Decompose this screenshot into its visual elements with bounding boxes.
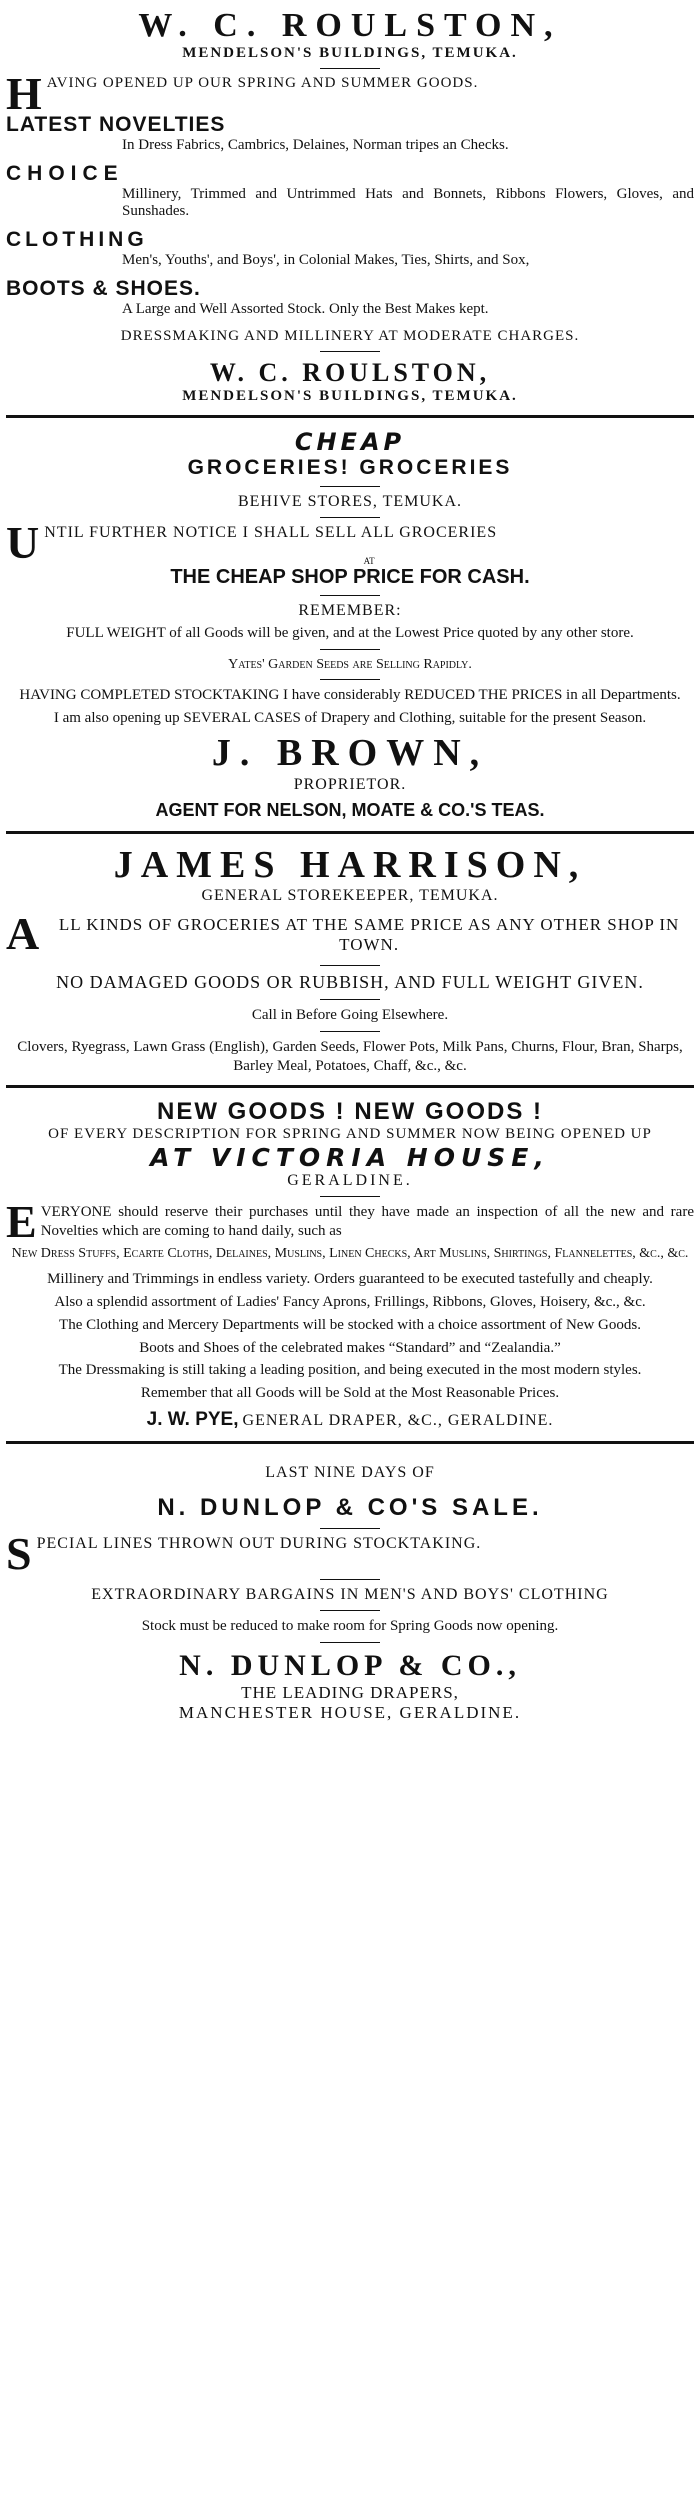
divider — [320, 517, 380, 518]
dunlop-house: MANCHESTER HOUSE, GERALDINE. — [178, 1702, 522, 1722]
pye-victoria-house: AT VICTORIA HOUSE, — [150, 1143, 550, 1173]
divider — [320, 1196, 380, 1197]
roulston-name: W. C. ROULSTON, — [138, 7, 562, 44]
roulston-text-choice: Millinery, Trimmed and Untrimmed Hats and Bonnets, Ribbons Flowers, Gloves, and Sunshades. — [122, 186, 694, 220]
brown-notice: NTIL FURTHER NOTICE I SHALL SELL ALL GROCERIES — [44, 524, 498, 542]
pye-description: OF EVERY DESCRIPTION FOR SPRING AND SUMMER NOW BEING OPENED UP — [48, 1126, 652, 1143]
ad-harrison — [6, 844, 694, 1076]
divider — [320, 1528, 380, 1529]
brown-stocktaking: HAVING COMPLETED STOCKTAKING I have considerably REDUCED THE PRICES in all Departments. — [19, 687, 681, 704]
harrison-name: JAMES HARRISON, — [113, 843, 587, 886]
brown-groceries: GROCERIES! GROCERIES — [187, 456, 513, 480]
harrison-title: GENERAL STOREKEEPER, TEMUKA. — [201, 887, 499, 905]
pye-stuffs: New Dress Stuffs, Ecarte Cloths, Delaines, Muslins, Linen Checks, Art Muslins, Shirtings, Flannelettes, &c., &c. — [11, 1245, 689, 1261]
roulston-text-novelties: In Dress Fabrics, Cambrics, Delaines, Norman tripes an Checks. — [122, 137, 509, 154]
roulston-intro: AVING OPENED UP OUR SPRING AND SUMMER GOODS. — [46, 75, 479, 92]
drop-cap: U — [6, 517, 41, 569]
roulston-dressmaking: DRESSMAKING AND MILLINERY AT MODERATE CHARGES. — [120, 328, 580, 345]
ad-roulston — [6, 0, 694, 405]
brown-opening: I am also opening up SEVERAL CASES of Drapery and Clothing, suitable for the present Season. — [53, 710, 647, 727]
drop-cap: S — [6, 1527, 33, 1579]
divider — [320, 68, 380, 69]
roulston-head-clothing: CLOTHING — [6, 228, 148, 252]
pye-remember: Remember that all Goods will be Sold at the Most Reasonable Prices. — [140, 1385, 560, 1402]
dunlop-sale: N. DUNLOP & CO'S SALE. — [157, 1493, 543, 1521]
roulston-address: MENDELSON'S BUILDINGS, TEMUKA. — [182, 45, 518, 62]
divider — [320, 595, 380, 596]
section-rule — [6, 1441, 694, 1444]
pye-everyone: VERYONE should reserve their purchases until they have made an inspection of all the new and rare Novelties which are coming to hand daily, such as — [40, 1204, 694, 1240]
divider — [320, 351, 380, 352]
pye-boots: Boots and Shoes of the celebrated makes “Standard” and “Zealandia.” — [139, 1339, 561, 1356]
brown-agent: AGENT FOR NELSON, MOATE & CO.'S TEAS. — [155, 799, 545, 820]
drop-cap: A — [6, 908, 41, 960]
harrison-damaged: NO DAMAGED GOODS OR RUBBISH, AND FULL WEIGHT GIVEN. — [56, 972, 644, 993]
divider — [320, 965, 380, 966]
brown-price: THE CHEAP SHOP PRICE FOR CASH. — [170, 566, 530, 589]
drop-cap: H — [6, 68, 43, 120]
dunlop-last: LAST NINE DAYS OF — [265, 1463, 435, 1481]
ad-pye — [6, 1098, 694, 1431]
ad-dunlop — [6, 1454, 694, 1723]
ad-brown — [6, 428, 694, 820]
pye-tail: GENERAL DRAPER, &C., GERALDINE. — [242, 1411, 554, 1429]
dunlop-special: PECIAL LINES THROWN OUT DURING STOCKTAKING. — [36, 1534, 482, 1552]
pye-town: GERALDINE. — [287, 1172, 413, 1190]
divider — [320, 1031, 380, 1032]
roulston-name-footer: W. C. ROULSTON, — [209, 358, 491, 388]
divider — [320, 649, 380, 650]
section-rule — [6, 415, 694, 418]
section-rule — [6, 1085, 694, 1088]
harrison-all: LL KINDS OF GROCERIES AT THE SAME PRICE AS ANY OTHER SHOP IN TOWN. — [58, 915, 680, 955]
pye-millinery: Millinery and Trimmings in endless variety. Orders guaranteed to be executed tastefully and cheaply. — [47, 1271, 653, 1288]
divider — [320, 999, 380, 1000]
brown-yates: Yates' Garden Seeds are Selling Rapidly. — [228, 656, 472, 672]
brown-store: BEHIVE STORES, TEMUKA. — [237, 493, 463, 511]
dunlop-name: N. DUNLOP & CO., — [179, 1648, 521, 1682]
pye-aprons: Also a splendid assortment of Ladies' Fancy Aprons, Frillings, Ribbons, Gloves, Hoisery, &c., &c. — [54, 1294, 646, 1311]
dunlop-stock: Stock must be reduced to make room for Spring Goods now opening. — [141, 1617, 559, 1634]
brown-cheap: CHEAP — [294, 428, 406, 457]
roulston-head-boots: BOOTS & SHOES. — [6, 277, 201, 301]
brown-at: AT — [363, 556, 375, 567]
harrison-list: Clovers, Ryegrass, Lawn Grass (English), Garden Seeds, Flower Pots, Milk Pans, Churns, Flour, Bran, Sharps, Barley Meal, Potatoes, Chaff, &c., &c. — [17, 1038, 683, 1074]
harrison-call: Call in Before Going Elsewhere. — [251, 1007, 449, 1024]
pye-dressmaking: The Dressmaking is still taking a leading position, and being executed in the most modern styles. — [58, 1362, 642, 1379]
brown-name: J. BROWN, — [211, 731, 489, 774]
divider — [320, 1642, 380, 1643]
brown-weight: FULL WEIGHT of all Goods will be given, and at the Lowest Price quoted by any other store. — [66, 625, 634, 642]
roulston-address-footer: MENDELSON'S BUILDINGS, TEMUKA. — [182, 388, 518, 405]
divider — [320, 1579, 380, 1580]
brown-title: PROPRIETOR. — [293, 775, 407, 793]
dunlop-bargains: EXTRAORDINARY BARGAINS IN MEN'S AND BOYS' CLOTHING — [91, 1585, 609, 1603]
roulston-text-boots: A Large and Well Assorted Stock. Only the Best Makes kept. — [122, 301, 489, 318]
pye-clothing: The Clothing and Mercery Departments will be stocked with a choice assortment of New Goods. — [59, 1316, 641, 1333]
roulston-head-novelties: LATEST NOVELTIES — [6, 113, 226, 137]
divider — [320, 1610, 380, 1611]
pye-new-goods: NEW GOODS ! NEW GOODS ! — [157, 1098, 543, 1126]
roulston-head-choice: CHOICE — [6, 162, 124, 186]
dunlop-leading: THE LEADING DRAPERS, — [241, 1682, 459, 1702]
divider — [320, 679, 380, 680]
drop-cap: E — [6, 1196, 37, 1248]
brown-remember: REMEMBER: — [298, 602, 402, 620]
section-rule — [6, 831, 694, 834]
divider — [320, 486, 380, 487]
pye-name: J. W. PYE, — [146, 1408, 239, 1430]
roulston-text-clothing: Men's, Youths', and Boys', in Colonial Makes, Ties, Shirts, and Sox, — [122, 252, 530, 269]
